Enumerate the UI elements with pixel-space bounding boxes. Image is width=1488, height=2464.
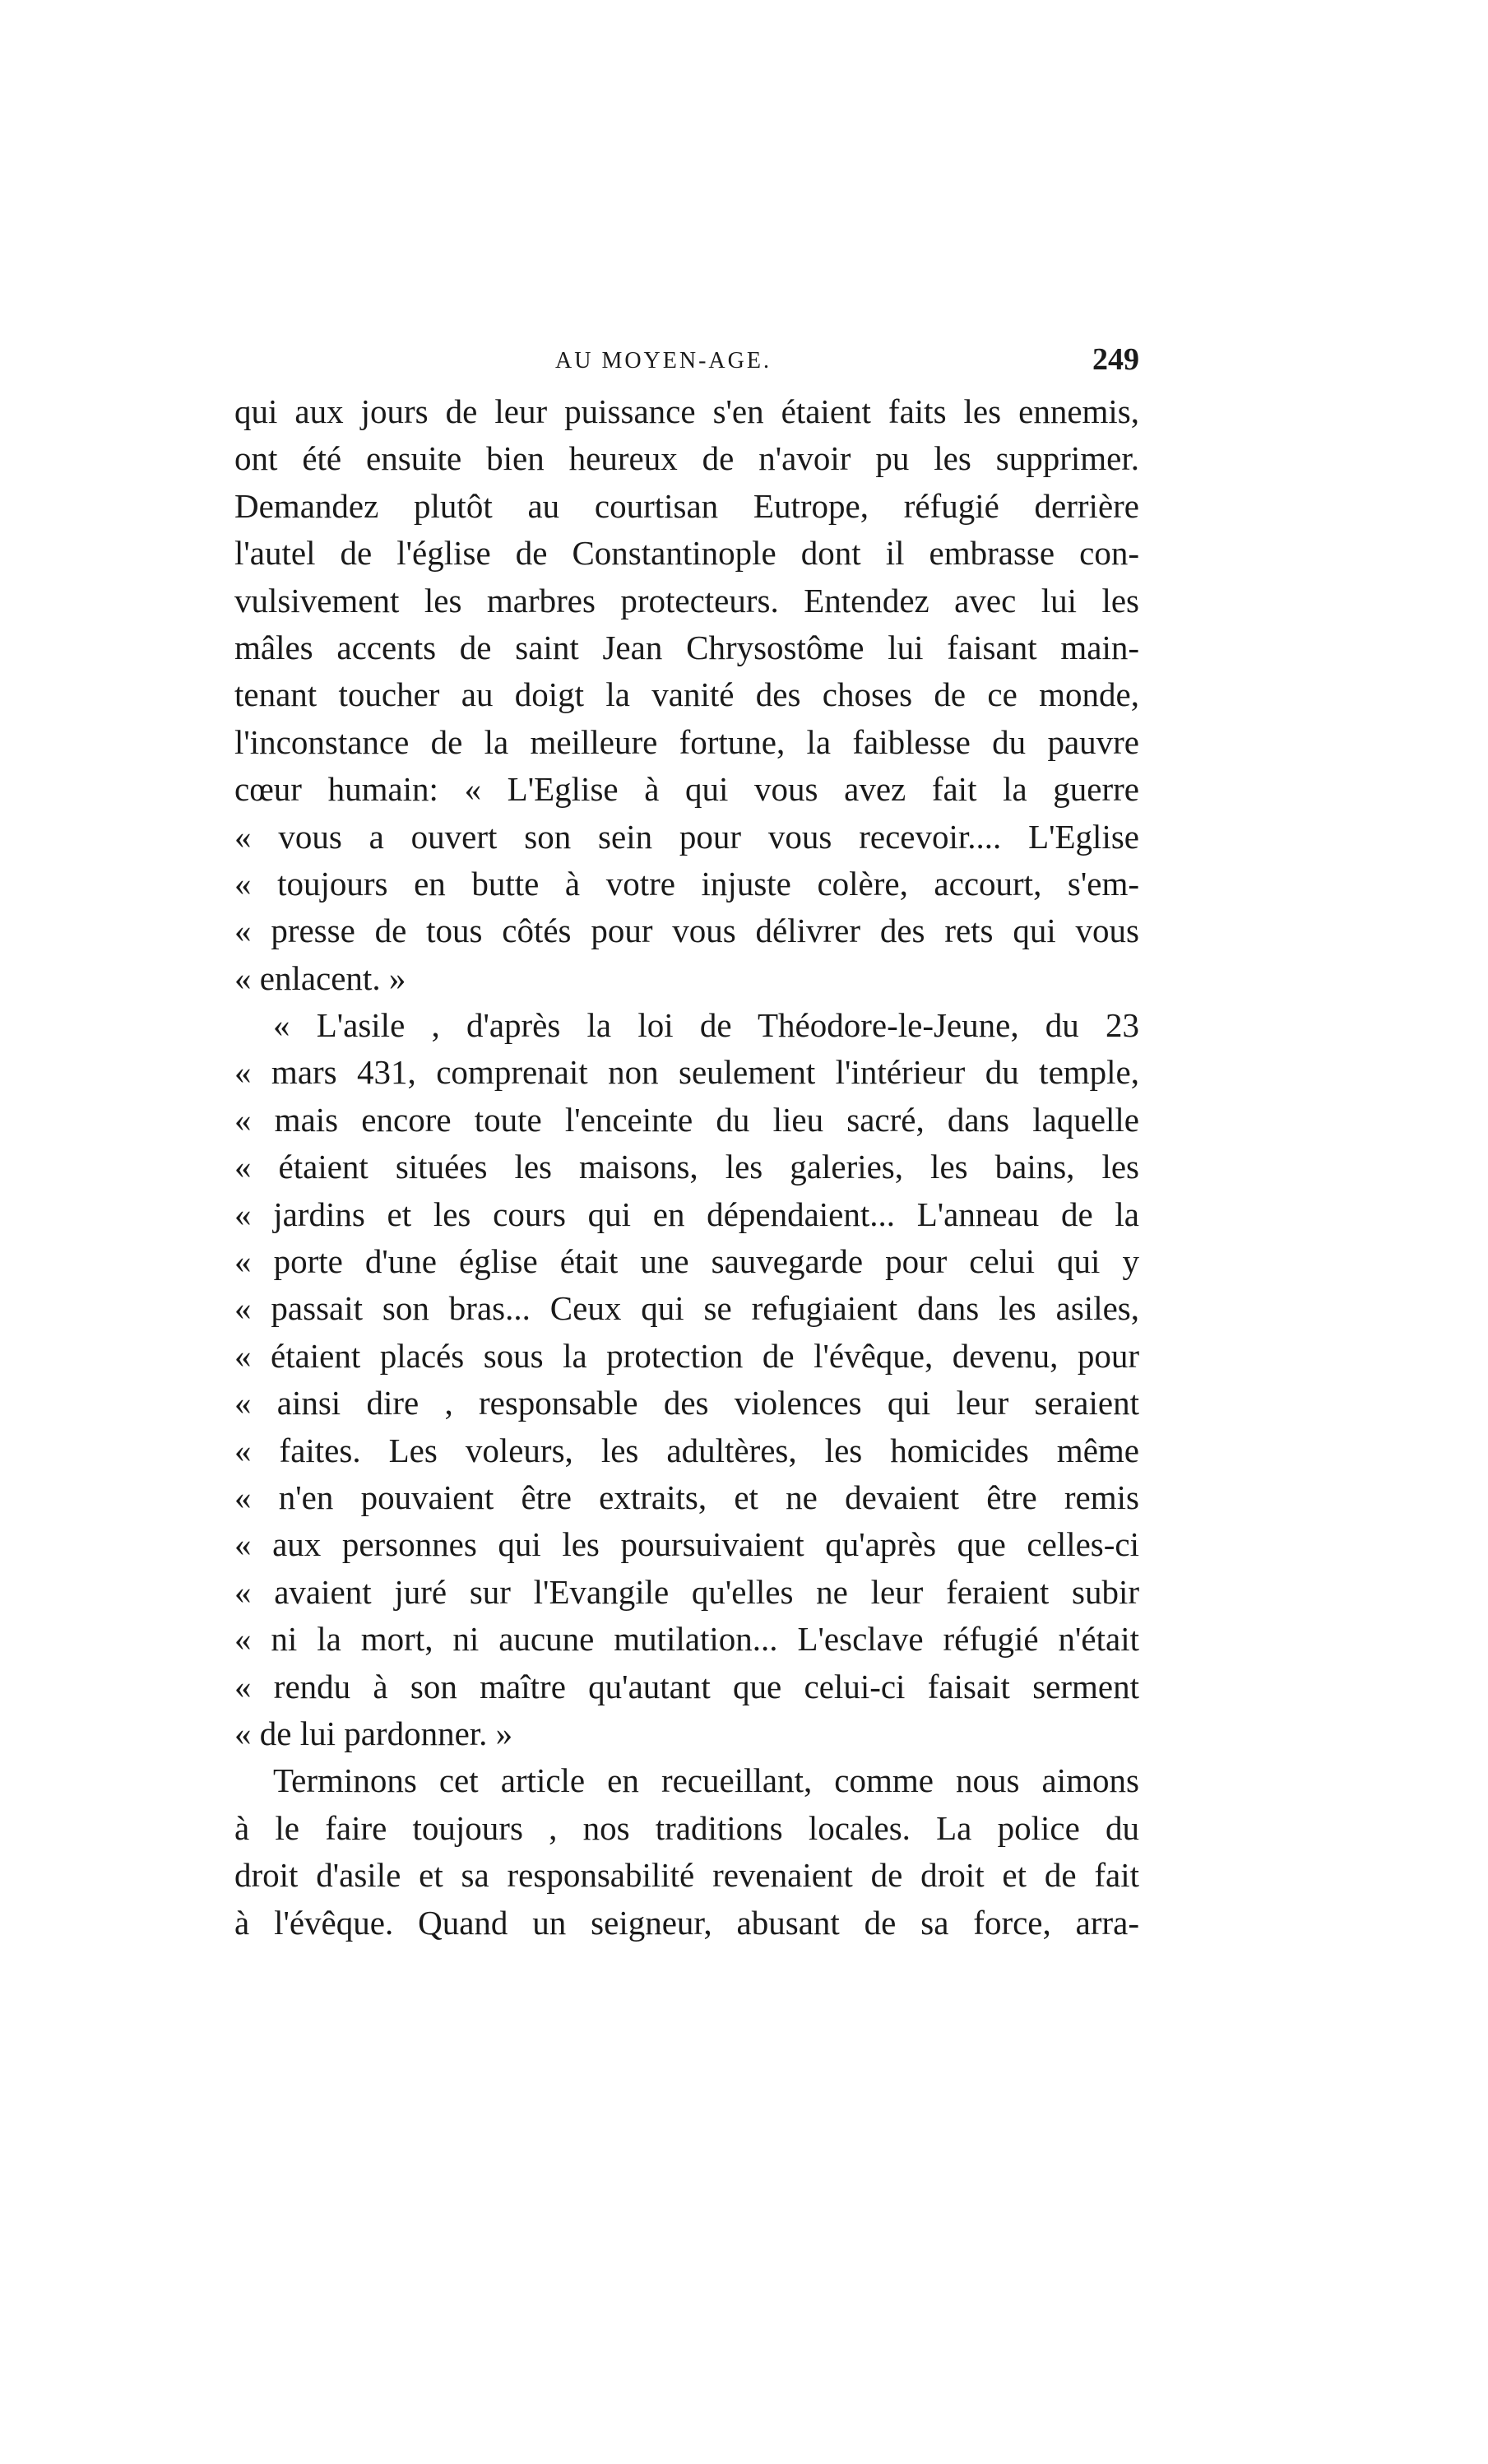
- page-number: 249: [1092, 342, 1139, 377]
- text-line: « aux personnes qui les poursuivaient qu'après que celles-ci: [234, 1525, 1139, 1564]
- text-line: qui aux jours de leur puissance s'en étaient faits les ennemis,: [234, 392, 1139, 430]
- text-line: « avaient juré sur l'Evangile qu'elles ne leur feraient subir: [234, 1572, 1139, 1611]
- text-line: « porte d'une église était une sauvegarde pour celui qui y: [234, 1242, 1139, 1281]
- text-line: « jardins et les cours qui en dépendaient... L'anneau de la: [234, 1195, 1139, 1233]
- text-line: à le faire toujours , nos traditions locales. La police du: [234, 1808, 1139, 1847]
- text-line: « L'asile , d'après la loi de Théodore-le-Jeune, du 23: [273, 1006, 1139, 1045]
- running-head: [234, 341, 1139, 383]
- text-line: « de lui pardonner. »: [234, 1714, 513, 1752]
- text-line: « ni la mort, ni aucune mutilation... L'esclave réfugié n'était: [234, 1620, 1139, 1659]
- text-line: « n'en pouvaient être extraits, et ne devaient être remis: [234, 1478, 1139, 1516]
- text-line: « étaient placés sous la protection de l'évêque, devenu, pour: [234, 1336, 1139, 1375]
- text-line: vulsivement les marbres protecteurs. Entendez avec lui les: [234, 581, 1139, 619]
- text-line: « étaient situées les maisons, les galeries, les bains, les: [234, 1148, 1139, 1186]
- text-line: cœur humain: « L'Eglise à qui vous avez fait la guerre: [234, 770, 1139, 809]
- text-line: l'inconstance de la meilleure fortune, la faiblesse du pauvre: [234, 722, 1139, 761]
- text-line: « vous a ouvert son sein pour vous recevoir.... L'Eglise: [234, 817, 1139, 856]
- text-line: « rendu à son maître qu'autant que celui-ci faisait serment: [234, 1667, 1139, 1705]
- running-title: AU MOYEN-AGE.: [555, 348, 772, 374]
- text-line: « faites. Les voleurs, les adultères, les homicides même: [234, 1431, 1139, 1469]
- text-line: « mars 431, comprenait non seulement l'intérieur du temple,: [234, 1053, 1139, 1092]
- text-line: « presse de tous côtés pour vous délivrer des rets qui vous: [234, 912, 1139, 950]
- text-line: Demandez plutôt au courtisan Eutrope, réfugié derrière: [234, 486, 1139, 525]
- text-line: mâles accents de saint Jean Chrysostôme lui faisant main-: [234, 628, 1139, 666]
- text-line: Terminons cet article en recueillant, comme nous aimons: [273, 1761, 1139, 1800]
- text-line: l'autel de l'église de Constantinople dont il embrasse con-: [234, 534, 1139, 573]
- text-line: « toujours en butte à votre injuste colère, accourt, s'em-: [234, 864, 1139, 903]
- text-line: à l'évêque. Quand un seigneur, abusant de sa force, arra-: [234, 1903, 1139, 1942]
- text-line: « ainsi dire , responsable des violences qui leur seraient: [234, 1384, 1139, 1422]
- text-line: ont été ensuite bien heureux de n'avoir pu les supprimer.: [234, 439, 1139, 478]
- text-line: droit d'asile et sa responsabilité revenaient de droit et de fait: [234, 1856, 1139, 1895]
- body-text: [234, 388, 1139, 1947]
- text-line: tenant toucher au doigt la vanité des choses de ce monde,: [234, 675, 1139, 714]
- text-line: « mais encore toute l'enceinte du lieu sacré, dans laquelle: [234, 1100, 1139, 1139]
- text-line: « enlacent. »: [234, 958, 406, 997]
- text-line: « passait son bras... Ceux qui se refugiaient dans les asiles,: [234, 1289, 1139, 1328]
